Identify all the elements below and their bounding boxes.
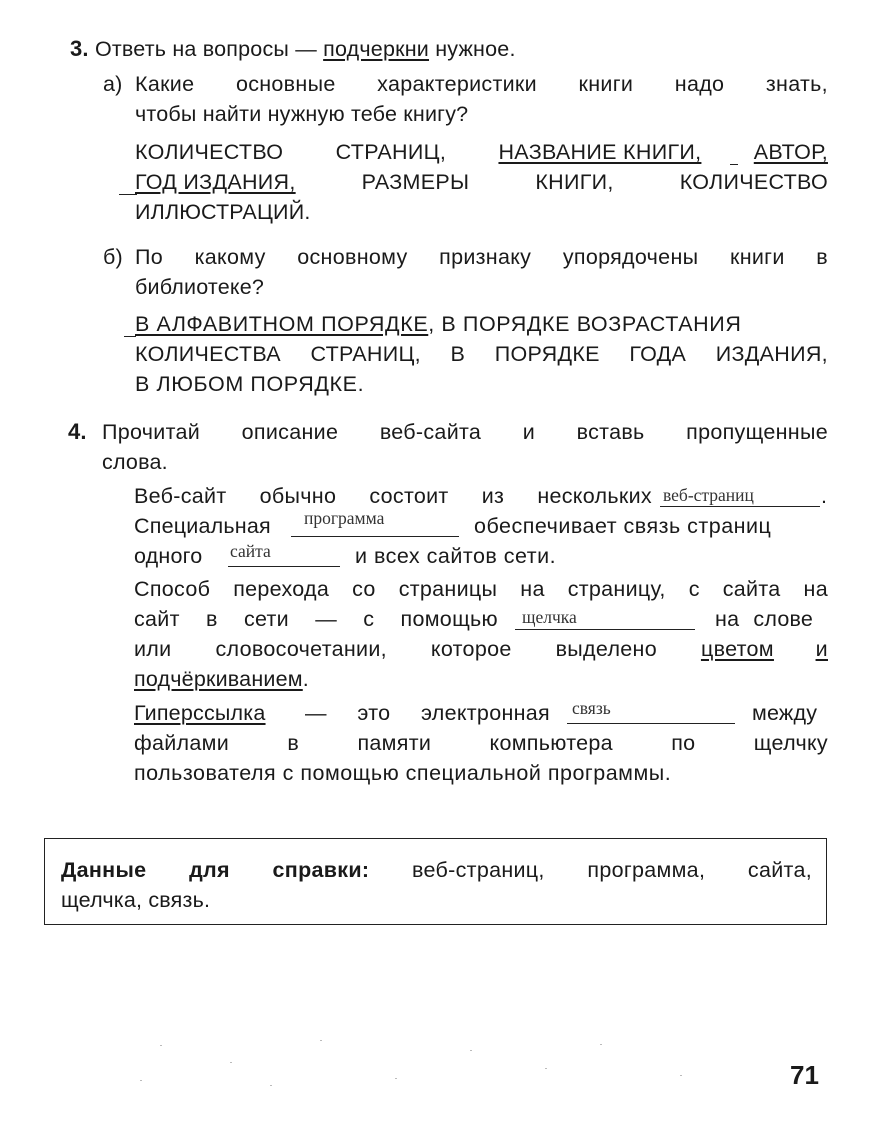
paragraph-1-line-3-start: одного [134, 544, 203, 568]
question-a-line-2: чтобы найти нужную тебе книгу? [135, 102, 469, 126]
paragraph-1-line-2-end: обеспечивает связь страниц [474, 514, 772, 538]
reference-line-1: Данные для справки: веб-страниц, программа, сайта, [61, 858, 812, 882]
pen-underline-mark [730, 163, 738, 165]
handwritten-answer-3: сайта [230, 541, 271, 561]
handwritten-answer-1: веб-страниц [663, 485, 754, 505]
handwritten-answer-5: связь [572, 698, 611, 718]
question-letter-b: б) [103, 245, 123, 269]
pen-underline-mark [119, 193, 137, 195]
paragraph-3-line-2: файлами в памяти компьютера по щелчку [134, 731, 828, 755]
answer-b-line-3: В ЛЮБОМ ПОРЯДКЕ. [135, 372, 365, 396]
task-number: 4. [68, 419, 87, 444]
question-b-line-1: По какому основному признаку упорядочены книги в [135, 245, 828, 269]
answer-blank-5[interactable] [567, 722, 735, 724]
pen-underline-mark [124, 335, 136, 337]
question-letter-a: а) [103, 72, 123, 96]
hyperlink-term: Гиперссылка [134, 701, 266, 725]
paragraph-3-line-3: пользователя с помощью специальной программы. [134, 761, 672, 785]
handwritten-answer-2: программа [304, 508, 385, 528]
question-a-line-1: Какие основные характеристики книги надо знать, [135, 72, 828, 96]
task-4-intro-line-1: Прочитай описание веб-сайта и вставь пропущенные [102, 420, 828, 444]
paragraph-2-line-4: подчёркиванием. [134, 667, 309, 691]
answer-a-line-2: ГОД ИЗДАНИЯ, РАЗМЕРЫ КНИГИ, КОЛИЧЕСТВО [135, 170, 828, 194]
paragraph-3-line-1-end: между [752, 701, 818, 725]
answer-a-line-3: ИЛЛЮСТРАЦИЙ. [135, 200, 311, 224]
answer-b-line-1: В АЛФАВИТНОМ ПОРЯДКЕ, В ПОРЯДКЕ ВОЗРАСТАНИЯ [135, 312, 742, 336]
paragraph-3-line-1: — это электронная [305, 701, 550, 725]
answer-blank-3[interactable] [228, 565, 340, 567]
paragraph-2-line-2-start: сайт в сети — с помощью [134, 607, 498, 631]
paragraph-1-line-3-end: и всех сайтов сети. [355, 544, 557, 568]
answer-a-line-1: КОЛИЧЕСТВО СТРАНИЦ, НАЗВАНИЕ КНИГИ, АВТОР, [135, 140, 828, 164]
paragraph-2-line-1: Способ перехода со страницы на страницу, с сайта на [134, 577, 828, 601]
paragraph-1-line-1: Веб-сайт обычно состоит из нескольких [134, 484, 652, 508]
question-b-line-2: библиотеке? [135, 275, 265, 299]
task-3-heading: 3. Ответь на вопросы — подчеркни нужное. [70, 36, 516, 61]
paragraph-2-line-2-end: на слове [715, 607, 814, 631]
task-4-intro-line-2: слова. [102, 450, 168, 474]
handwritten-answer-4: щелчка [522, 607, 577, 627]
answer-blank-4[interactable] [515, 628, 695, 630]
task-number: 3. [70, 36, 89, 61]
paragraph-2-line-3: или словосочетании, которое выделено цветом и [134, 637, 828, 661]
answer-blank-2[interactable] [291, 535, 459, 537]
reference-line-2: щелчка, связь. [61, 888, 211, 912]
answer-b-line-2: КОЛИЧЕСТВА СТРАНИЦ, В ПОРЯДКЕ ГОДА ИЗДАНИЯ, [135, 342, 828, 366]
page-number: 71 [790, 1060, 819, 1090]
paragraph-1-line-2-start: Специальная [134, 514, 271, 538]
